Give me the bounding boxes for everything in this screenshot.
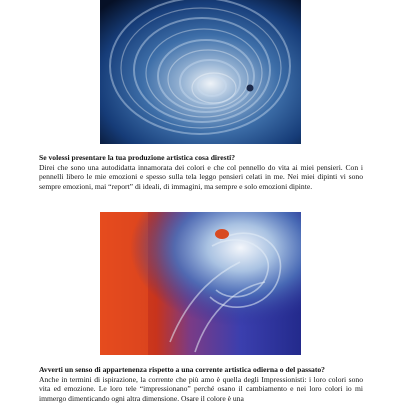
- painting-red-blue: [100, 212, 301, 355]
- interview-section-1: [39, 153, 363, 191]
- answer-paragraph: Direi che sono una autodidatta innamorata dei colori e che col pennello do vita ai miei pensieri. Con i pennelli libero le mie emozioni e spesso sulla tela leggo pensieri celati in me. Nei miei dipinti vi sono sempre emozioni, mai “report” di ideali, di immagini, ma sempre e solo emozioni dipinte.: [39, 162, 363, 191]
- painting-blue-swirl-image: [100, 0, 301, 144]
- painting-red-blue-image: [100, 212, 301, 355]
- painting-blue-swirl: [100, 0, 301, 144]
- question-heading: Avverti un senso di appartenenza rispetto a una corrente artistica odierna o del passato?: [39, 365, 325, 374]
- question-heading: Se volessi presentare la tua produzione artistica cosa diresti?: [39, 153, 236, 162]
- interview-section-2: [39, 365, 363, 403]
- answer-paragraph: Anche in termini di ispirazione, la corrente che più amo è quella degli Impressionisti: i loro colori sono vita ed emozione. Le loro tele “impressionano” perché osano il cambiamento e nei loro colori io mi immergo dimenticando ogni altra dimensione. Osare il colore è una: [39, 374, 363, 403]
